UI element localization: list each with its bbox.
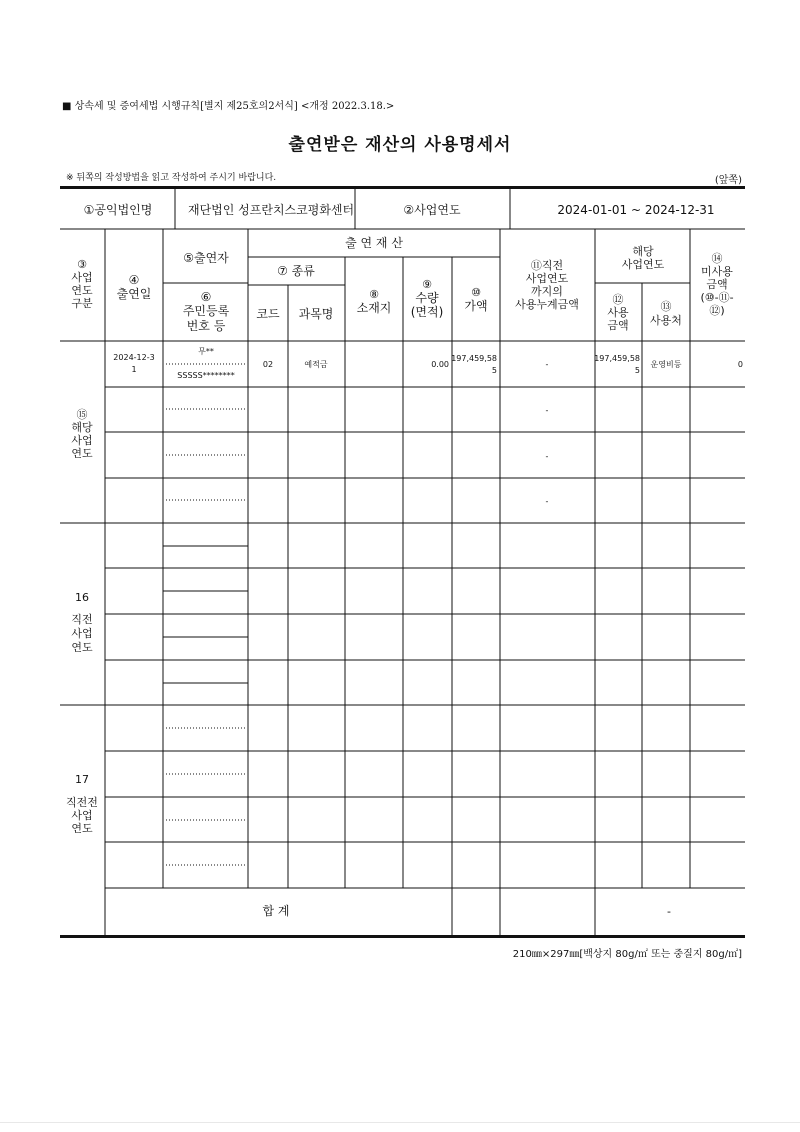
section16-label-l4: 연도 [71, 641, 93, 654]
section17-label-l2: 직전전 [66, 796, 98, 809]
col6-header-l3: 번호 등 [186, 319, 226, 333]
col6-header-l2: 주민등록 [182, 304, 230, 318]
col4-header: ④ [128, 273, 140, 287]
paper-spec: 210㎜×297㎜[백상지 80g/㎡ 또는 중질지 80g/㎡] [512, 949, 742, 960]
col11-header-l3: 까지의 [531, 285, 563, 298]
form-title: 출연받은 재산의 사용명세서 [288, 135, 512, 155]
col9-header: ⑨ [422, 278, 432, 291]
fiscal-year-value: 2024-01-01 ~ 2024-12-31 [557, 203, 715, 217]
col5-header: ⑤출연자 [183, 251, 229, 265]
code-header: 코드 [256, 307, 280, 321]
section16-label-l3: 사업 [71, 627, 93, 640]
col6-header: ⑥ [200, 290, 212, 304]
asset-code: 02 [262, 360, 274, 369]
col12-header-l2: 사용 [607, 306, 629, 319]
subject-header: 과목명 [298, 307, 334, 321]
current-year-header: 해당 [632, 245, 654, 258]
col14-header-l5: ⑫) [709, 304, 725, 317]
asset-value-l2: 5 [491, 366, 497, 375]
usage-purpose: 운영비등 [650, 360, 682, 369]
total-label: 합 계 [262, 904, 290, 918]
fiscal-year-label: ②사업연도 [403, 203, 461, 217]
unused-amount: 0 [737, 360, 743, 369]
asset-subject: 예적금 [304, 360, 328, 369]
page-side-label: (앞쪽) [714, 175, 742, 186]
form-reference: ■ 상속세 및 증여세법 시행규칙[별지 제25호의2서식] <개정 2022.3.18.> [62, 101, 395, 112]
col3-header-l2: 사업 [71, 271, 93, 284]
col11-header-l4: 사용누계금액 [515, 298, 579, 311]
section17-label-l3: 사업 [71, 809, 93, 822]
col14-header: ⑭ [711, 252, 723, 265]
donation-date-l2: 1 [131, 365, 137, 374]
used-amount-l2: 5 [634, 366, 640, 375]
donor-name: 무** [198, 347, 214, 356]
col13-header: ⑬ [660, 300, 672, 313]
prior-cumulative-amount: - [545, 360, 549, 369]
corp-name-label: ①공익법인명 [83, 203, 153, 217]
col3-header: ③ [77, 258, 87, 271]
table-row [113, 347, 743, 380]
asset-quantity: 0.00 [431, 360, 449, 369]
col9-header-l3: (면적) [410, 305, 444, 319]
section16-label: 16 [75, 591, 89, 604]
col10-header-l2: 가액 [464, 299, 488, 313]
col14-header-l4: (⑩-⑪- [700, 291, 734, 304]
prior-cumulative-dash: - [545, 452, 549, 461]
section15-label-l4: 연도 [71, 447, 93, 460]
section15-label-l2: 해당 [71, 421, 93, 434]
section17-label: 17 [75, 773, 89, 786]
col8-header: ⑧ [369, 288, 379, 301]
asset-value: 197,459,58 [451, 354, 497, 363]
total-prior-cumulative: - [667, 905, 671, 918]
prior-cumulative-dash: - [545, 406, 549, 415]
instruction-note: ※ 뒤쪽의 작성방법을 읽고 작성하여 주시기 바랍니다. [66, 173, 277, 183]
used-amount: 197,459,58 [594, 354, 640, 363]
col10-header: ⑩ [471, 286, 481, 299]
col9-header-l2: 수량 [415, 291, 439, 305]
col3-header-l3: 연도 [71, 284, 93, 297]
col8-header-l2: 소재지 [356, 301, 392, 315]
section16-label-l2: 직전 [71, 613, 93, 626]
section15-label: ⑮ [76, 408, 88, 421]
prior-cumulative-dash: - [545, 497, 549, 506]
col12-header: ⑫ [612, 293, 624, 306]
col12-header-l3: 금액 [607, 319, 629, 332]
corp-name-value: 재단법인 성프란치스코평화센터 [188, 203, 355, 217]
col11-header: ⑪직전 [530, 259, 564, 272]
donor-id-number: SSSSS******** [177, 371, 235, 380]
col14-header-l3: 금액 [706, 278, 728, 291]
col3-header-l4: 구분 [71, 297, 93, 310]
col11-header-l2: 사업연도 [525, 272, 569, 285]
section17-label-l4: 연도 [71, 822, 93, 835]
col7-header: ⑦ 종류 [277, 264, 315, 278]
asset-group-header: 출 연 재 산 [345, 236, 403, 250]
col13-header-l2: 사용처 [650, 314, 682, 327]
col4-header-l2: 출연일 [116, 287, 152, 301]
current-year-header-l2: 사업연도 [621, 258, 665, 271]
col14-header-l2: 미사용 [701, 265, 733, 278]
donation-date: 2024-12-3 [113, 353, 155, 362]
section15-label-l3: 사업 [71, 434, 93, 447]
